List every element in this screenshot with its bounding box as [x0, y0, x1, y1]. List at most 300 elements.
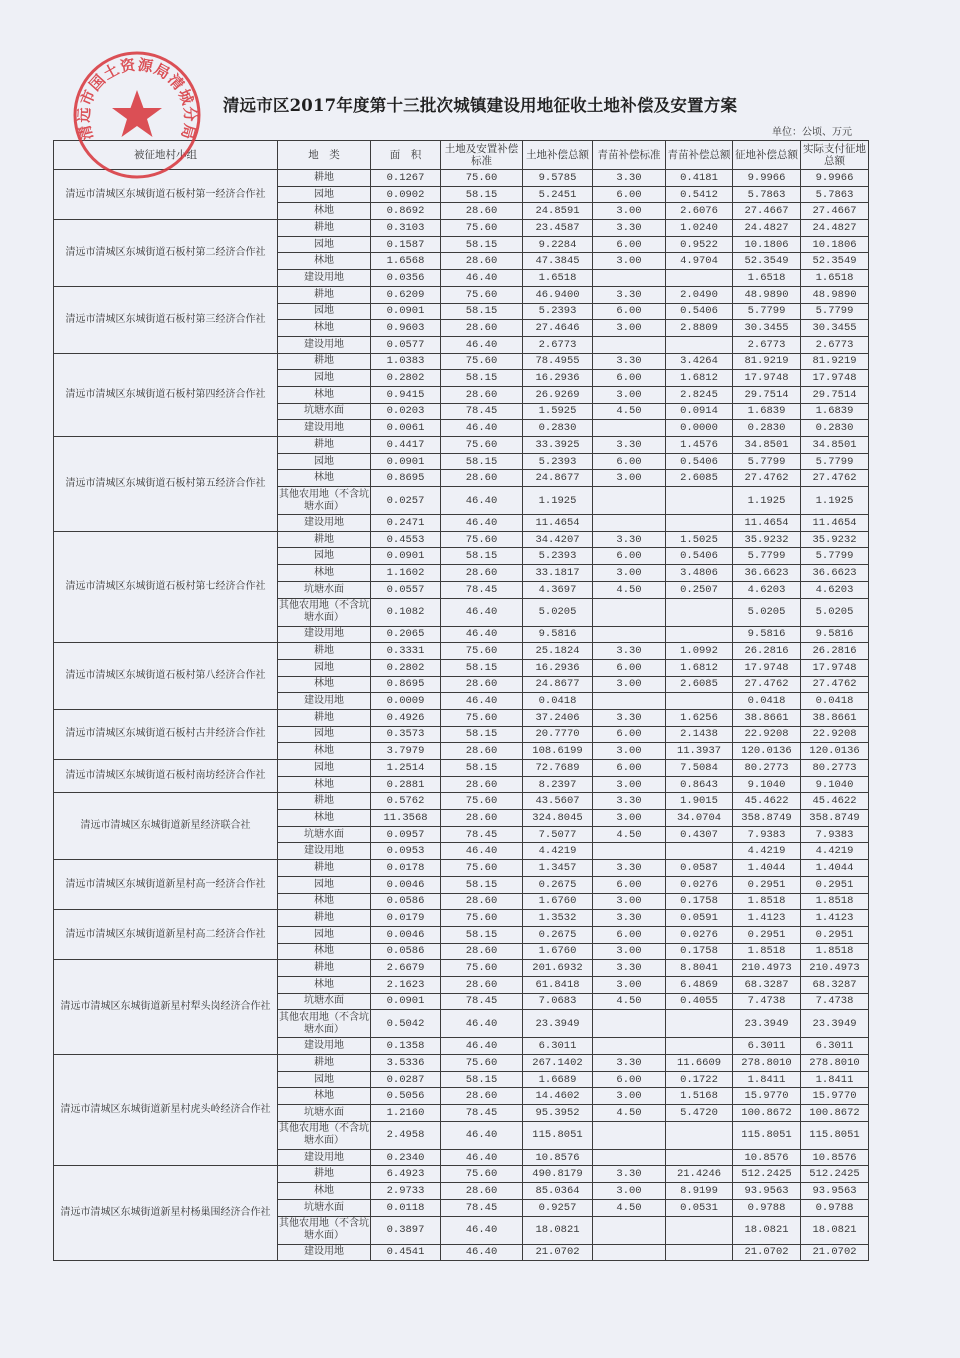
col-header-group: 被征地村小组 [54, 141, 278, 170]
crop-total-cell: 0.5412 [666, 186, 733, 203]
crop-standard-cell: 3.30 [593, 286, 666, 303]
compensation-total-cell: 5.7799 [733, 453, 801, 470]
land-standard-cell: 28.60 [441, 470, 523, 487]
land-total-cell: 95.3952 [523, 1105, 593, 1122]
land-standard-cell: 28.60 [441, 386, 523, 403]
crop-standard-cell [593, 1244, 666, 1261]
crop-total-cell [666, 336, 733, 353]
actual-paid-total-cell: 93.9563 [801, 1183, 869, 1200]
land-type-cell: 园地 [278, 303, 371, 320]
crop-standard-cell: 3.30 [593, 220, 666, 237]
actual-paid-total-cell: 4.6203 [801, 581, 869, 598]
table-row [54, 910, 869, 927]
crop-standard-cell: 4.50 [593, 1105, 666, 1122]
crop-total-cell: 0.4181 [666, 170, 733, 187]
table-row [54, 353, 869, 370]
area-cell: 6.4923 [371, 1166, 441, 1183]
land-total-cell: 1.6689 [523, 1071, 593, 1088]
land-standard-cell: 75.60 [441, 793, 523, 810]
land-total-cell: 7.5077 [523, 826, 593, 843]
actual-paid-total-cell: 1.8518 [801, 893, 869, 910]
land-standard-cell: 28.60 [441, 253, 523, 270]
area-cell: 0.0179 [371, 910, 441, 927]
crop-total-cell [666, 1244, 733, 1261]
land-type-cell: 林地 [278, 253, 371, 270]
crop-standard-cell: 6.00 [593, 659, 666, 676]
land-standard-cell: 75.60 [441, 643, 523, 660]
land-standard-cell: 46.40 [441, 336, 523, 353]
crop-standard-cell: 3.30 [593, 437, 666, 454]
land-type-cell: 其他农用地（不含坑塘水面） [278, 487, 371, 515]
actual-paid-total-cell: 10.1806 [801, 236, 869, 253]
land-type-cell: 耕地 [278, 437, 371, 454]
table-row [54, 286, 869, 303]
crop-total-cell: 21.4246 [666, 1166, 733, 1183]
area-cell: 0.0586 [371, 943, 441, 960]
crop-standard-cell: 3.00 [593, 386, 666, 403]
crop-standard-cell [593, 487, 666, 515]
area-cell: 2.4958 [371, 1121, 441, 1149]
land-type-cell: 林地 [278, 320, 371, 337]
land-total-cell: 18.0821 [523, 1216, 593, 1244]
crop-standard-cell: 3.00 [593, 565, 666, 582]
land-total-cell: 7.0683 [523, 993, 593, 1010]
land-standard-cell: 46.40 [441, 693, 523, 710]
land-standard-cell: 78.45 [441, 1199, 523, 1216]
actual-paid-total-cell: 1.6518 [801, 270, 869, 287]
crop-total-cell: 1.6812 [666, 659, 733, 676]
compensation-total-cell: 93.9563 [733, 1183, 801, 1200]
area-cell: 0.6209 [371, 286, 441, 303]
land-standard-cell: 28.60 [441, 676, 523, 693]
actual-paid-total-cell: 81.9219 [801, 353, 869, 370]
land-total-cell: 9.2284 [523, 236, 593, 253]
crop-standard-cell: 4.50 [593, 993, 666, 1010]
crop-standard-cell: 3.00 [593, 203, 666, 220]
land-standard-cell: 46.40 [441, 420, 523, 437]
crop-total-cell: 2.1438 [666, 726, 733, 743]
land-standard-cell: 58.15 [441, 726, 523, 743]
land-total-cell: 21.0702 [523, 1244, 593, 1261]
crop-total-cell: 0.9522 [666, 236, 733, 253]
crop-standard-cell: 3.00 [593, 943, 666, 960]
area-cell: 1.0383 [371, 353, 441, 370]
land-total-cell: 0.0418 [523, 693, 593, 710]
land-standard-cell: 46.40 [441, 487, 523, 515]
crop-total-cell: 11.3937 [666, 743, 733, 760]
area-cell: 0.3103 [371, 220, 441, 237]
land-type-cell: 其他农用地（不含坑塘水面） [278, 1010, 371, 1038]
area-cell: 0.0356 [371, 270, 441, 287]
land-total-cell: 9.5785 [523, 170, 593, 187]
compensation-total-cell: 38.8661 [733, 709, 801, 726]
compensation-total-cell: 10.8576 [733, 1149, 801, 1166]
actual-paid-total-cell: 48.9890 [801, 286, 869, 303]
area-cell: 0.1587 [371, 236, 441, 253]
crop-total-cell: 2.0490 [666, 286, 733, 303]
land-type-cell: 园地 [278, 659, 371, 676]
land-type-cell: 坑塘水面 [278, 993, 371, 1010]
land-standard-cell: 78.45 [441, 826, 523, 843]
compensation-total-cell: 23.3949 [733, 1010, 801, 1038]
crop-total-cell [666, 843, 733, 860]
crop-total-cell: 2.6085 [666, 676, 733, 693]
area-cell: 0.3897 [371, 1216, 441, 1244]
area-cell: 0.0901 [371, 453, 441, 470]
area-cell: 0.0203 [371, 403, 441, 420]
crop-standard-cell: 3.30 [593, 709, 666, 726]
area-cell: 0.0178 [371, 860, 441, 877]
actual-paid-total-cell: 115.8051 [801, 1121, 869, 1149]
land-type-cell: 其他农用地（不含坑塘水面） [278, 598, 371, 626]
table-row [54, 709, 869, 726]
compensation-total-cell: 4.6203 [733, 581, 801, 598]
land-total-cell: 33.1817 [523, 565, 593, 582]
land-standard-cell: 46.40 [441, 270, 523, 287]
land-type-cell: 坑塘水面 [278, 1199, 371, 1216]
compensation-total-cell: 68.3287 [733, 976, 801, 993]
compensation-total-cell: 358.8749 [733, 810, 801, 827]
land-type-cell: 耕地 [278, 860, 371, 877]
table-body [54, 170, 869, 1261]
group-name-cell: 清远市清城区东城街道石板村第七经济合作社 [54, 531, 278, 642]
land-total-cell: 5.2393 [523, 453, 593, 470]
area-cell: 0.0957 [371, 826, 441, 843]
actual-paid-total-cell: 5.7863 [801, 186, 869, 203]
land-total-cell: 1.3457 [523, 860, 593, 877]
land-type-cell: 林地 [278, 810, 371, 827]
crop-total-cell: 1.5168 [666, 1088, 733, 1105]
actual-paid-total-cell: 30.3455 [801, 320, 869, 337]
crop-standard-cell: 3.00 [593, 470, 666, 487]
area-cell: 1.2514 [371, 760, 441, 777]
land-standard-cell: 75.60 [441, 910, 523, 927]
land-standard-cell: 75.60 [441, 353, 523, 370]
land-type-cell: 建设用地 [278, 1149, 371, 1166]
crop-standard-cell [593, 1149, 666, 1166]
land-standard-cell: 75.60 [441, 960, 523, 977]
crop-standard-cell: 6.00 [593, 1071, 666, 1088]
actual-paid-total-cell: 0.2951 [801, 876, 869, 893]
crop-standard-cell [593, 336, 666, 353]
land-total-cell: 115.8051 [523, 1121, 593, 1149]
land-total-cell: 6.3011 [523, 1038, 593, 1055]
land-standard-cell: 75.60 [441, 860, 523, 877]
actual-paid-total-cell: 1.8411 [801, 1071, 869, 1088]
actual-paid-total-cell: 5.7799 [801, 303, 869, 320]
compensation-total-cell: 1.4044 [733, 860, 801, 877]
land-total-cell: 24.8677 [523, 676, 593, 693]
crop-standard-cell: 6.00 [593, 453, 666, 470]
land-total-cell: 11.4654 [523, 515, 593, 532]
compensation-total-cell: 1.1925 [733, 487, 801, 515]
land-type-cell: 林地 [278, 1088, 371, 1105]
area-cell: 0.5762 [371, 793, 441, 810]
actual-paid-total-cell: 21.0702 [801, 1244, 869, 1261]
crop-total-cell: 0.1722 [666, 1071, 733, 1088]
land-total-cell: 5.2393 [523, 303, 593, 320]
col-header-actual-paid-total: 实际支付征地总额 [801, 141, 869, 170]
crop-total-cell: 0.2507 [666, 581, 733, 598]
land-total-cell: 34.4207 [523, 531, 593, 548]
land-total-cell: 72.7689 [523, 760, 593, 777]
crop-total-cell: 0.1758 [666, 893, 733, 910]
crop-standard-cell: 6.00 [593, 926, 666, 943]
land-type-cell: 坑塘水面 [278, 581, 371, 598]
area-cell: 0.5056 [371, 1088, 441, 1105]
crop-total-cell: 34.0704 [666, 810, 733, 827]
area-cell: 0.2471 [371, 515, 441, 532]
area-cell: 1.6568 [371, 253, 441, 270]
actual-paid-total-cell: 1.6839 [801, 403, 869, 420]
group-name-cell: 清远市清城区东城街道新星村犁头岗经济合作社 [54, 960, 278, 1055]
area-cell: 2.6679 [371, 960, 441, 977]
compensation-total-cell: 45.4622 [733, 793, 801, 810]
land-total-cell: 23.3949 [523, 1010, 593, 1038]
crop-total-cell [666, 626, 733, 643]
area-cell: 3.7979 [371, 743, 441, 760]
land-type-cell: 园地 [278, 186, 371, 203]
land-type-cell: 建设用地 [278, 626, 371, 643]
actual-paid-total-cell: 18.0821 [801, 1216, 869, 1244]
area-cell: 11.3568 [371, 810, 441, 827]
land-standard-cell: 75.60 [441, 531, 523, 548]
actual-paid-total-cell: 2.6773 [801, 336, 869, 353]
group-name-cell: 清远市清城区东城街道石板村第一经济合作社 [54, 170, 278, 220]
land-total-cell: 5.2393 [523, 548, 593, 565]
actual-paid-total-cell: 10.8576 [801, 1149, 869, 1166]
land-total-cell: 0.2830 [523, 420, 593, 437]
land-standard-cell: 28.60 [441, 776, 523, 793]
table-row [54, 531, 869, 548]
land-type-cell: 耕地 [278, 220, 371, 237]
land-total-cell: 33.3925 [523, 437, 593, 454]
land-type-cell: 耕地 [278, 793, 371, 810]
actual-paid-total-cell: 9.1040 [801, 776, 869, 793]
land-type-cell: 园地 [278, 726, 371, 743]
group-name-cell: 清远市清城区东城街道石板村第八经济合作社 [54, 643, 278, 710]
land-type-cell: 耕地 [278, 1166, 371, 1183]
land-standard-cell: 46.40 [441, 1038, 523, 1055]
crop-standard-cell [593, 693, 666, 710]
unit-label: 单位：公顷、万元 [772, 127, 852, 138]
compensation-total-cell: 21.0702 [733, 1244, 801, 1261]
land-standard-cell: 28.60 [441, 743, 523, 760]
area-cell: 0.2340 [371, 1149, 441, 1166]
crop-total-cell: 1.0240 [666, 220, 733, 237]
compensation-total-cell: 17.9748 [733, 659, 801, 676]
land-type-cell: 耕地 [278, 531, 371, 548]
land-standard-cell: 46.40 [441, 1121, 523, 1149]
land-type-cell: 耕地 [278, 910, 371, 927]
group-name-cell: 清远市清城区东城街道新星村虎头岭经济合作社 [54, 1055, 278, 1166]
col-header-compensation-total: 征地补偿总额 [733, 141, 801, 170]
compensation-total-cell: 1.8518 [733, 943, 801, 960]
land-total-cell: 8.2397 [523, 776, 593, 793]
actual-paid-total-cell: 22.9208 [801, 726, 869, 743]
area-cell: 0.0577 [371, 336, 441, 353]
compensation-total-cell: 278.8010 [733, 1055, 801, 1072]
crop-total-cell [666, 693, 733, 710]
land-type-cell: 建设用地 [278, 420, 371, 437]
compensation-total-cell: 52.3549 [733, 253, 801, 270]
land-type-cell: 林地 [278, 565, 371, 582]
crop-total-cell [666, 1121, 733, 1149]
actual-paid-total-cell: 210.4973 [801, 960, 869, 977]
land-total-cell: 47.3845 [523, 253, 593, 270]
compensation-total-cell: 4.4219 [733, 843, 801, 860]
area-cell: 0.0046 [371, 926, 441, 943]
area-cell: 0.3573 [371, 726, 441, 743]
compensation-total-cell: 30.3455 [733, 320, 801, 337]
actual-paid-total-cell: 36.6623 [801, 565, 869, 582]
actual-paid-total-cell: 0.2951 [801, 926, 869, 943]
land-total-cell: 0.2675 [523, 926, 593, 943]
crop-standard-cell [593, 626, 666, 643]
col-header-crop-total: 青苗补偿总额 [666, 141, 733, 170]
crop-total-cell: 2.6085 [666, 470, 733, 487]
land-standard-cell: 28.60 [441, 1183, 523, 1200]
compensation-total-cell: 34.8501 [733, 437, 801, 454]
land-standard-cell: 46.40 [441, 1149, 523, 1166]
land-standard-cell: 75.60 [441, 437, 523, 454]
crop-total-cell: 1.5025 [666, 531, 733, 548]
crop-standard-cell: 3.30 [593, 353, 666, 370]
crop-total-cell: 7.5084 [666, 760, 733, 777]
crop-total-cell: 0.0591 [666, 910, 733, 927]
land-standard-cell: 75.60 [441, 220, 523, 237]
crop-standard-cell: 6.00 [593, 186, 666, 203]
compensation-total-cell: 1.8518 [733, 893, 801, 910]
crop-standard-cell [593, 270, 666, 287]
land-type-cell: 其他农用地（不含坑塘水面） [278, 1121, 371, 1149]
compensation-total-cell: 5.7863 [733, 186, 801, 203]
crop-standard-cell: 3.30 [593, 531, 666, 548]
actual-paid-total-cell: 100.8672 [801, 1105, 869, 1122]
compensation-total-cell: 27.4667 [733, 203, 801, 220]
land-total-cell: 108.6199 [523, 743, 593, 760]
compensation-total-cell: 5.7799 [733, 548, 801, 565]
area-cell: 3.5336 [371, 1055, 441, 1072]
land-type-cell: 园地 [278, 236, 371, 253]
land-total-cell: 24.8591 [523, 203, 593, 220]
crop-total-cell: 11.6609 [666, 1055, 733, 1072]
area-cell: 0.8692 [371, 203, 441, 220]
land-type-cell: 建设用地 [278, 693, 371, 710]
actual-paid-total-cell: 120.0136 [801, 743, 869, 760]
col-header-crop-standard: 青苗补偿标准 [593, 141, 666, 170]
compensation-total-cell: 2.6773 [733, 336, 801, 353]
crop-total-cell: 1.0992 [666, 643, 733, 660]
crop-total-cell [666, 598, 733, 626]
crop-standard-cell [593, 1216, 666, 1244]
compensation-total-cell: 1.4123 [733, 910, 801, 927]
land-standard-cell: 46.40 [441, 1010, 523, 1038]
crop-standard-cell: 6.00 [593, 236, 666, 253]
land-total-cell: 2.6773 [523, 336, 593, 353]
compensation-total-cell: 0.9788 [733, 1199, 801, 1216]
compensation-total-cell: 7.9383 [733, 826, 801, 843]
crop-total-cell: 0.4055 [666, 993, 733, 1010]
compensation-total-cell: 35.9232 [733, 531, 801, 548]
actual-paid-total-cell: 5.0205 [801, 598, 869, 626]
crop-total-cell [666, 1010, 733, 1038]
land-total-cell: 26.9269 [523, 386, 593, 403]
crop-total-cell: 2.6076 [666, 203, 733, 220]
actual-paid-total-cell: 29.7514 [801, 386, 869, 403]
land-total-cell: 1.6518 [523, 270, 593, 287]
crop-total-cell: 0.5406 [666, 453, 733, 470]
land-type-cell: 园地 [278, 548, 371, 565]
area-cell: 2.9733 [371, 1183, 441, 1200]
land-standard-cell: 58.15 [441, 659, 523, 676]
area-cell: 0.9415 [371, 386, 441, 403]
compensation-total-cell: 15.9770 [733, 1088, 801, 1105]
actual-paid-total-cell: 5.7799 [801, 453, 869, 470]
area-cell: 0.4417 [371, 437, 441, 454]
land-standard-cell: 28.60 [441, 203, 523, 220]
actual-paid-total-cell: 4.4219 [801, 843, 869, 860]
area-cell: 0.0287 [371, 1071, 441, 1088]
crop-standard-cell: 6.00 [593, 876, 666, 893]
land-total-cell: 1.1925 [523, 487, 593, 515]
crop-total-cell [666, 1216, 733, 1244]
actual-paid-total-cell: 35.9232 [801, 531, 869, 548]
area-cell: 0.2881 [371, 776, 441, 793]
actual-paid-total-cell: 45.4622 [801, 793, 869, 810]
area-cell: 0.0257 [371, 487, 441, 515]
crop-standard-cell: 3.00 [593, 893, 666, 910]
land-standard-cell: 46.40 [441, 515, 523, 532]
land-total-cell: 0.9257 [523, 1199, 593, 1216]
land-type-cell: 林地 [278, 676, 371, 693]
land-type-cell: 其他农用地（不含坑塘水面） [278, 1216, 371, 1244]
crop-standard-cell: 3.30 [593, 910, 666, 927]
actual-paid-total-cell: 1.1925 [801, 487, 869, 515]
crop-standard-cell: 3.00 [593, 776, 666, 793]
actual-paid-total-cell: 9.5816 [801, 626, 869, 643]
land-type-cell: 建设用地 [278, 515, 371, 532]
actual-paid-total-cell: 9.9966 [801, 170, 869, 187]
col-header-land-total: 土地补偿总额 [523, 141, 593, 170]
compensation-total-cell: 5.0205 [733, 598, 801, 626]
land-type-cell: 建设用地 [278, 270, 371, 287]
land-standard-cell: 58.15 [441, 1071, 523, 1088]
crop-total-cell: 1.6812 [666, 370, 733, 387]
land-type-cell: 园地 [278, 760, 371, 777]
crop-total-cell [666, 515, 733, 532]
crop-standard-cell [593, 420, 666, 437]
actual-paid-total-cell: 80.2773 [801, 760, 869, 777]
compensation-total-cell: 0.2830 [733, 420, 801, 437]
land-total-cell: 78.4955 [523, 353, 593, 370]
actual-paid-total-cell: 5.7799 [801, 548, 869, 565]
compensation-total-cell: 48.9890 [733, 286, 801, 303]
actual-paid-total-cell: 27.4667 [801, 203, 869, 220]
group-name-cell: 清远市清城区东城街道石板村第二经济合作社 [54, 220, 278, 287]
land-type-cell: 坑塘水面 [278, 826, 371, 843]
crop-standard-cell: 4.50 [593, 403, 666, 420]
compensation-total-cell: 115.8051 [733, 1121, 801, 1149]
area-cell: 0.0901 [371, 303, 441, 320]
table-row [54, 437, 869, 454]
land-type-cell: 园地 [278, 453, 371, 470]
area-cell: 0.0061 [371, 420, 441, 437]
actual-paid-total-cell: 358.8749 [801, 810, 869, 827]
land-type-cell: 林地 [278, 203, 371, 220]
land-standard-cell: 46.40 [441, 1244, 523, 1261]
land-type-cell: 建设用地 [278, 336, 371, 353]
